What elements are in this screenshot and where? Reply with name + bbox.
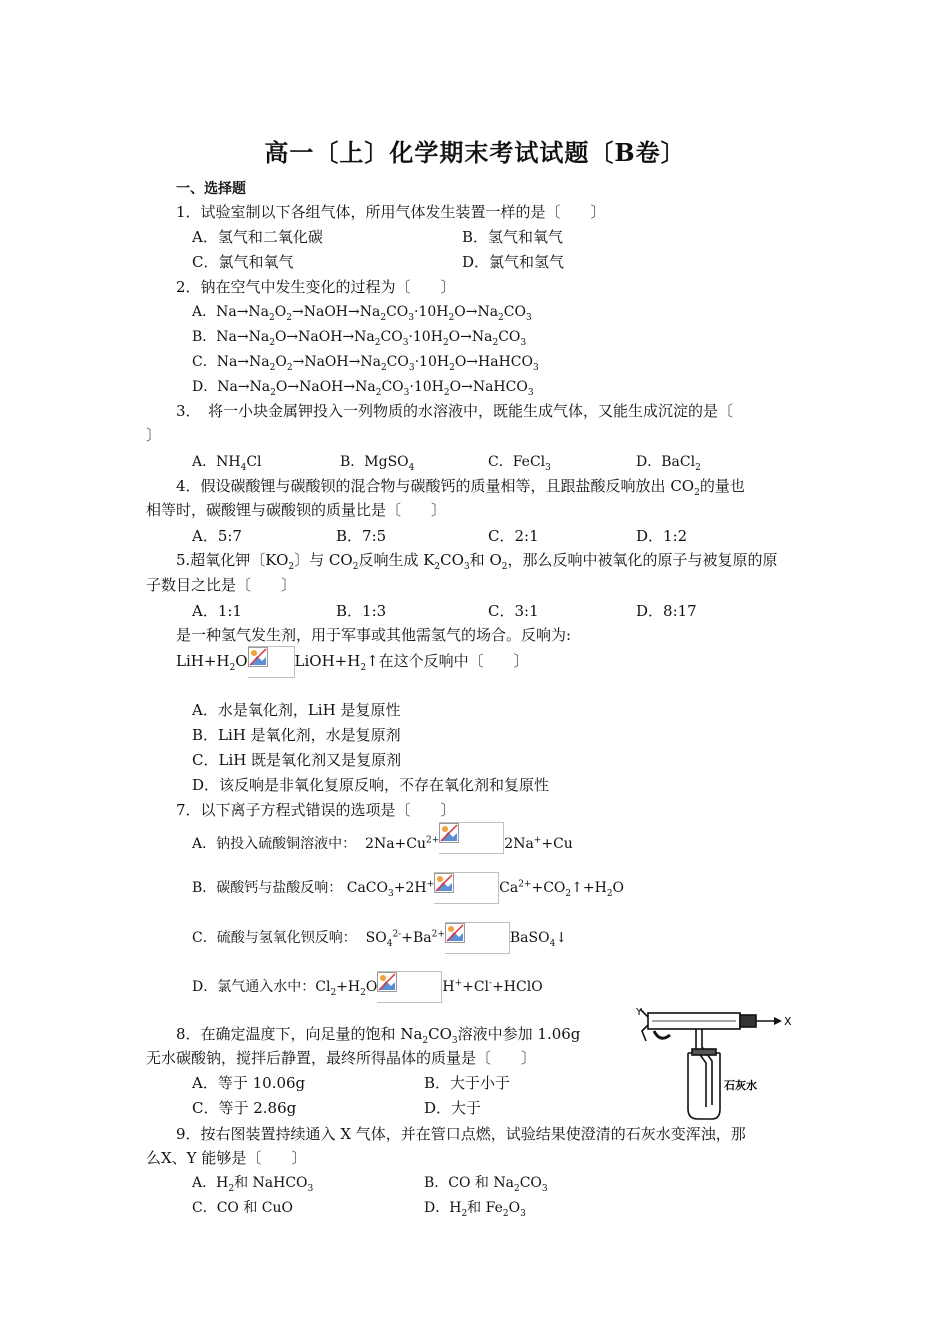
q2-option-a: A．$Na\to Na_2O_2\to NaOH\to Na_2CO_3\cdot 10H_2O\to Na_2CO_3$ bbox=[192, 304, 532, 323]
diagram-label-x: X bbox=[784, 1015, 792, 1028]
q9-option-b: B．CO 和 $Na_2CO_3$ bbox=[424, 1175, 548, 1194]
q8-option-a: A．等于 10.06g bbox=[192, 1074, 306, 1092]
q5-option-c: C．3:1 bbox=[488, 602, 539, 620]
broken-image-icon bbox=[445, 922, 510, 954]
q1-option-b: B．氢气和氧气 bbox=[462, 228, 564, 246]
q8-option-d: D．大于 bbox=[424, 1099, 482, 1117]
question-2-stem: 2．钠在空气中发生变化的过程为〔 〕 bbox=[176, 278, 456, 296]
question-7-stem: 7．以下离子方程式错误的选项是〔 〕 bbox=[176, 801, 456, 819]
q3-option-c: C．FeCl$_3$ bbox=[488, 454, 551, 473]
q5-option-d: D．8:17 bbox=[636, 602, 697, 620]
q9-option-d: D．$H_2$和 $Fe_2O_3$ bbox=[424, 1200, 526, 1219]
question-5-stem: 5.超氧化钾〔$KO_2$〕与 $CO_2$反响生成 $K_2CO_3$和 $O_2$，那么反响中被氧化的原子与被复原的原 bbox=[176, 551, 778, 572]
q4-option-a: A．5:7 bbox=[192, 527, 242, 545]
q1-option-d: D．氯气和氢气 bbox=[462, 253, 565, 271]
q2-option-c: C．$Na\to Na_2O_2\to NaOH\to Na_2CO_3\cdot 10H_2O\to HaHCO_3$ bbox=[192, 354, 539, 373]
diagram-label-y: Y bbox=[636, 1007, 643, 1018]
q8-option-b: B．大于小于 bbox=[424, 1074, 511, 1092]
q6-option-c: C．LiH 既是氧化剂又是复原剂 bbox=[192, 751, 402, 769]
q3-option-b: B．MgSO$_4$ bbox=[340, 454, 415, 473]
q7-option-a: A．钠投入硫酸铜溶液中： $2Na+Cu^{2+}$ 2Na++Cu bbox=[192, 822, 573, 854]
broken-image-icon bbox=[439, 822, 504, 854]
diagram-label-limewater: 石灰水 bbox=[724, 1079, 757, 1092]
q4-option-d: D．1:2 bbox=[636, 527, 688, 545]
broken-image-icon bbox=[377, 971, 442, 1003]
question-6-equation: $LiH+H_2O$ $LiOH+H_2↑$在这个反响中〔 〕 bbox=[176, 646, 529, 678]
q1-option-a: A．氢气和二氧化碳 bbox=[192, 228, 323, 246]
question-6-intro: 是一种氢气发生剂，用于军事或其他需氢气的场合。反响为: bbox=[176, 626, 572, 644]
question-8-stem: 8．在确定温度下，向足量的饱和 $Na_2CO_3$溶液中参加 1.06g bbox=[176, 1025, 581, 1046]
question-9-stem-cont: 么X、Y 能够是〔 〕 bbox=[146, 1149, 307, 1167]
q3-option-a: A．$NH_4Cl$ bbox=[192, 454, 262, 473]
broken-image-icon bbox=[248, 646, 295, 678]
q2-option-b: B．$Na\to Na_2O\to NaOH\to Na_2CO_3\cdot 10H_2O\to Na_2CO_3$ bbox=[192, 329, 527, 348]
q6-option-d: D．该反响是非氧化复原反响，不存在氧化剂和复原性 bbox=[192, 776, 550, 794]
question-8-stem-cont: 无水碳酸钠，搅拌后静置，最终所得晶体的质量是〔 〕 bbox=[146, 1049, 537, 1067]
apparatus-diagram bbox=[636, 1005, 806, 1120]
q9-option-c: C．CO 和 CuO bbox=[192, 1200, 294, 1216]
question-3-stem-cont: 〕 bbox=[146, 426, 162, 444]
q5-option-b: B．1:3 bbox=[336, 602, 387, 620]
section-heading: 一、选择题 bbox=[176, 181, 246, 197]
q4-option-c: C．2:1 bbox=[488, 527, 539, 545]
question-4-stem-cont: 相等时，碳酸锂与碳酸钡的质量比是〔 〕 bbox=[146, 501, 447, 519]
q7-option-d: D．氯气通入水中：$Cl_2+H_2O$ H++Cl-+HClO bbox=[192, 971, 543, 1003]
q8-option-c: C．等于 2.86g bbox=[192, 1099, 297, 1117]
q1-option-c: C．氯气和氧气 bbox=[192, 253, 294, 271]
question-4-stem: 4．假设碳酸锂与碳酸钡的混合物与碳酸钙的质量相等，且跟盐酸反响放出 $CO_2$的量也 bbox=[176, 477, 745, 498]
q5-option-a: A．1:1 bbox=[192, 602, 242, 620]
broken-image-icon bbox=[434, 872, 499, 904]
question-1-stem: 1．试验室制以下各组气体，所用气体发生装置一样的是〔 〕 bbox=[176, 203, 606, 221]
q9-option-a: A．$H_2$和 NaHCO$_3$ bbox=[192, 1175, 314, 1194]
q7-option-b: B．碳酸钙与盐酸反响： CaCO$_3$+2H+ $Ca^{2+}+CO_2↑+H_2O$ bbox=[192, 872, 624, 904]
q2-option-d: D．$Na\to Na_2O\to NaOH\to Na_2CO_3\cdot 10H_2O\to NaHCO_3$ bbox=[192, 379, 534, 398]
q3-option-d: D．BaCl$_2$ bbox=[636, 454, 701, 473]
question-9-stem: 9．按右图装置持续通入 X 气体，并在管口点燃，试验结果使澄清的石灰水变浑浊，那 bbox=[176, 1125, 746, 1143]
question-3-stem: 3． 将一小块金属钾投入一列物质的水溶液中，既能生成气体，又能生成沉淀的是〔 bbox=[176, 402, 734, 420]
q6-option-a: A．水是氧化剂，LiH 是复原性 bbox=[192, 701, 401, 719]
question-5-stem-cont: 子数目之比是〔 〕 bbox=[146, 576, 297, 594]
q6-option-b: B．LiH 是氧化剂，水是复原剂 bbox=[192, 726, 401, 744]
page-title: 高一〔上〕化学期末考试试题〔B卷〕 bbox=[264, 138, 686, 167]
q7-option-c: C．硫酸与氢氧化钡反响： $SO_4^{2-}+Ba^{2+}$ BaSO$_4$↓ bbox=[192, 922, 567, 954]
q4-option-b: B．7:5 bbox=[336, 527, 387, 545]
